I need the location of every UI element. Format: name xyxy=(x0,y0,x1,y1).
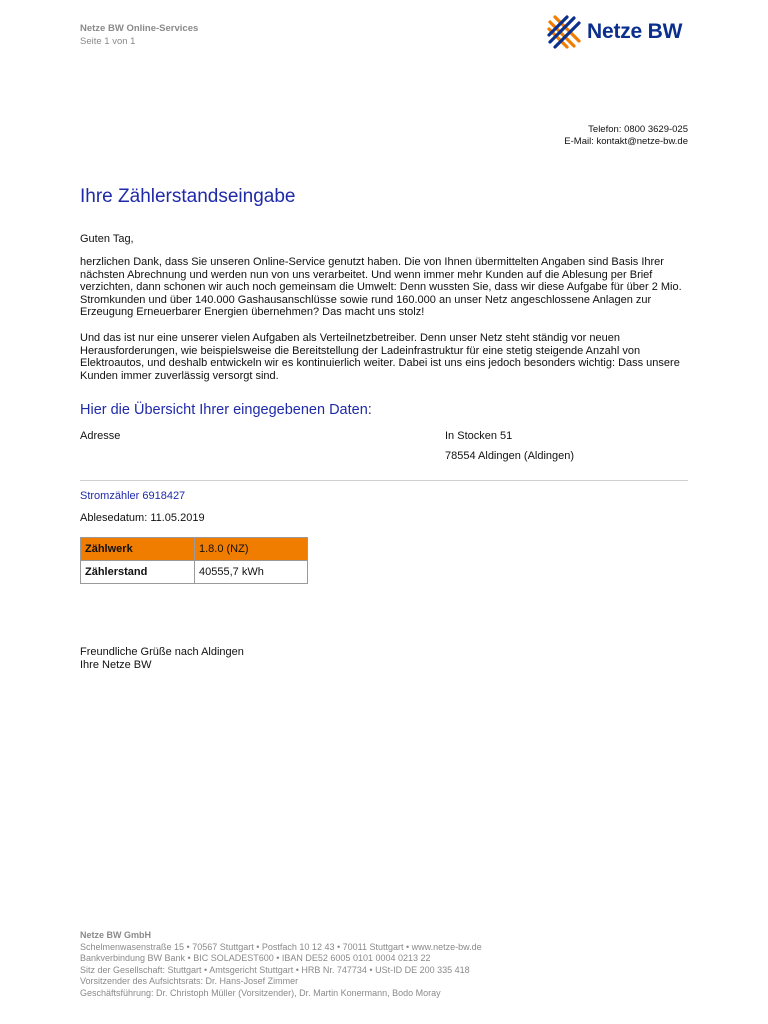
footer-line: Vorsitzender des Aufsichtsrats: Dr. Hans-Josef Zimmer xyxy=(80,976,299,987)
reading-date: Ablesedatum: 11.05.2019 xyxy=(80,512,205,524)
footer-line: Bankverbindung BW Bank • BIC SOLADEST600 • IBAN DE52 6005 0101 0004 0213 22 xyxy=(80,953,431,964)
closing-line: Freundliche Grüße nach Aldingen xyxy=(80,646,244,658)
footer-line: Schelmenwasenstraße 15 • 70567 Stuttgart • Postfach 10 12 43 • 70011 Stuttgart • www.netze-bw.de xyxy=(80,941,482,952)
footer-company: Netze BW GmbH xyxy=(80,930,152,940)
greeting: Guten Tag, xyxy=(80,233,134,245)
overview-heading: Hier die Übersicht Ihrer eingegebenen Daten: xyxy=(80,402,372,418)
table-cell-value: 40555,7 kWh xyxy=(195,561,308,584)
section-divider xyxy=(80,480,688,481)
contact-phone: Telefon: 0800 3629-025 xyxy=(588,124,688,135)
tasks-paragraph: Und das ist nur eine unserer vielen Aufgaben als Verteilnetzbetreiber. Denn unser Netz steht ständig vor neuen Herausforderungen, wie beispielsweise die Bereitstellung der Ladeinfrastruktur für eine stetig steigende Anzahl von Elektroautos, und deshalb entwickeln wir es kontinuierlich weiter. Dabei ist uns eins jedoch besonders wichtig: Dass unsere Kunden immer zuverlässig versorgt sind. xyxy=(80,332,680,382)
meter-title: Stromzähler 6918427 xyxy=(80,490,186,502)
page-number: Seite 1 von 1 xyxy=(80,36,136,47)
address-street: In Stocken 51 xyxy=(445,430,513,442)
footer-line: Geschäftsführung: Dr. Christoph Müller (Vorsitzender), Dr. Martin Konermann, Bodo Moray xyxy=(80,987,441,998)
table-cell-key: Zählwerk xyxy=(81,538,195,561)
contact-email: E-Mail: kontakt@netze-bw.de xyxy=(564,135,688,147)
contact-block xyxy=(564,124,688,147)
table-cell-key: Zählerstand xyxy=(81,561,195,584)
address-label: Adresse xyxy=(80,430,121,442)
closing-signature: Ihre Netze BW xyxy=(80,659,152,671)
table-row xyxy=(81,561,308,584)
service-name: Netze BW Online-Services xyxy=(80,23,199,34)
meter-reading-table xyxy=(80,537,308,584)
intro-paragraph: herzlichen Dank, dass Sie unseren Online-Service genutzt haben. Die von Ihnen übermittelten Angaben sind Basis Ihrer nächsten Abrechnung und werden nun von uns verarbeitet. Und wenn immer mehr Kunden auf die Ablesung per Brief verzichten, dann schonen wir auch noch gemeinsam die Umwelt: Denn wussten Sie, dass wir diese Aufgabe für über 2 Mio. Stromkunden und über 140.000 Gashausanschlüsse sowie rund 160.000 an unser Netz angeschlossene Anlagen zur Erzeugung Erneuerbarer Energien übernehmen? Das macht uns stolz! xyxy=(80,256,682,319)
footer-line: Sitz der Gesellschaft: Stuttgart • Amtsgericht Stuttgart • HRB Nr. 747734 • USt-ID DE 200 335 418 xyxy=(80,964,470,975)
address-city: 78554 Aldingen (Aldingen) xyxy=(445,450,575,462)
netze-bw-logo-icon xyxy=(546,14,582,50)
document-header xyxy=(80,22,198,48)
netze-bw-logo xyxy=(546,14,691,50)
page-title: Ihre Zählerstandseingabe xyxy=(80,186,296,207)
table-row xyxy=(81,538,308,561)
document-footer xyxy=(80,930,482,1000)
logo-text: Netze BW xyxy=(587,20,683,43)
table-cell-value: 1.8.0 (NZ) xyxy=(195,538,308,561)
